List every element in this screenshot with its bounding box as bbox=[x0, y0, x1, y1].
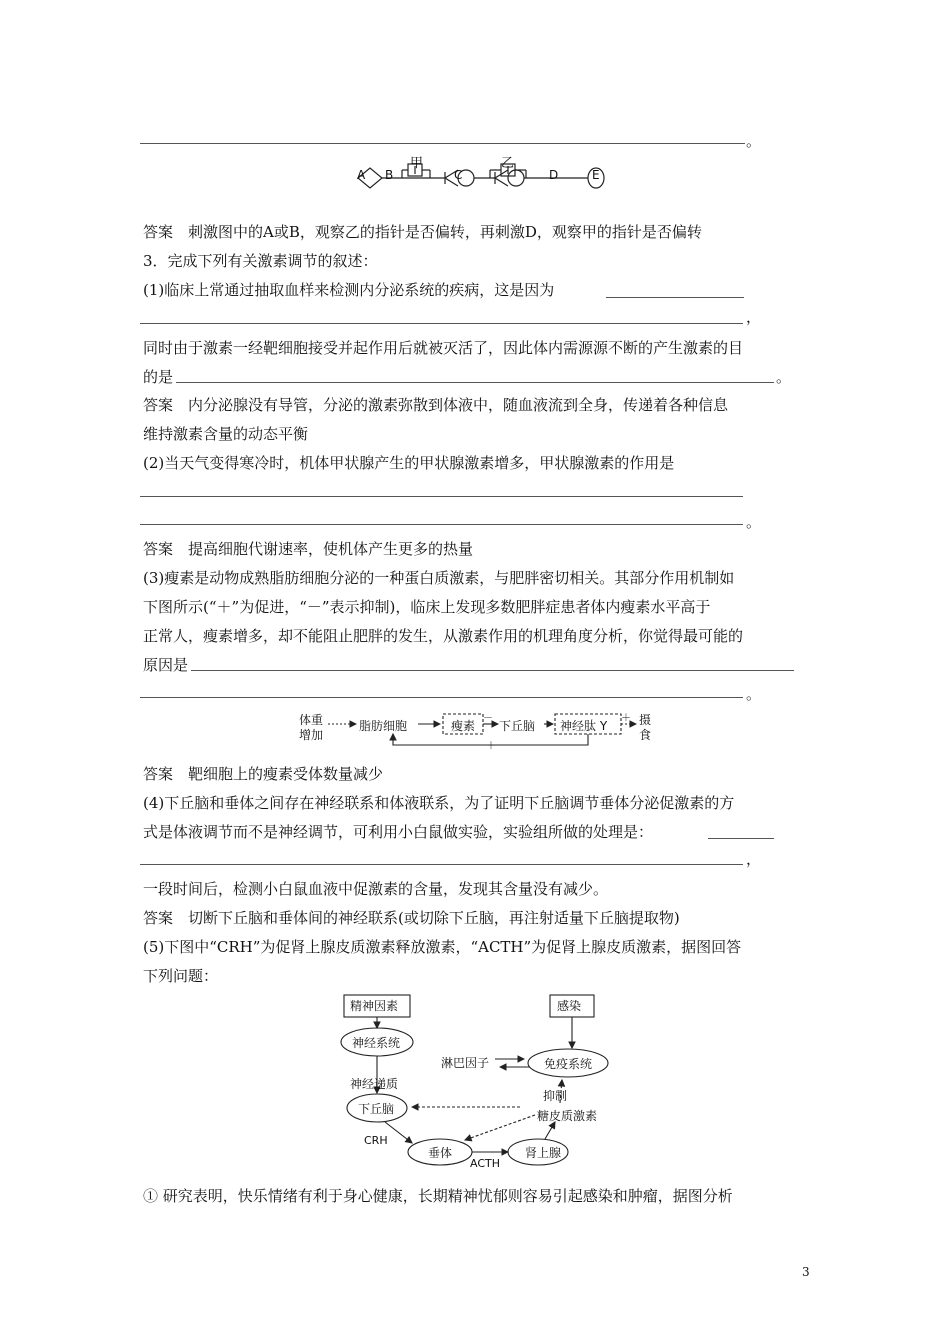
period-mark: 。 bbox=[746, 513, 762, 531]
comma-mark: ， bbox=[746, 850, 762, 868]
hpa-immune: 免疫系统 bbox=[544, 1057, 593, 1071]
q3-4-question-cont: 式是体液调节而不是神经调节，可利用小白鼠做实验，实验组所做的处理是： bbox=[143, 823, 654, 841]
period-mark: 。 bbox=[776, 368, 792, 386]
hpa-nervous: 神经系统 bbox=[352, 1036, 401, 1050]
hpa-inhibit: 抑制 bbox=[543, 1089, 568, 1103]
period-mark: 。 bbox=[746, 132, 762, 150]
hpa-acth: ACTH bbox=[470, 1157, 501, 1170]
leptin-neuropeptide: 神经肽 Y bbox=[560, 719, 608, 733]
q3-1-question: (1)临床上常通过抽取血样来检测内分泌系统的疾病，这是因为 bbox=[143, 281, 555, 299]
diagram-label-jia: 甲 bbox=[410, 156, 424, 171]
q3-1-blank-c[interactable] bbox=[176, 382, 774, 383]
q3-3-question: (3)瘦素是动物成熟脂肪细胞分泌的一种蛋白质激素，与肥胖密切相关。其部分作用机制如 bbox=[143, 569, 735, 587]
leptin-minus: － bbox=[483, 713, 493, 724]
q3-3-blank-a[interactable] bbox=[191, 670, 794, 671]
q3-5-sub1: ① 研究表明，快乐情绪有利于身心健康，长期精神忧郁则容易引起感染和肿瘤，据图分析 bbox=[143, 1187, 733, 1205]
q3-3-question-cont: 下图所示(“＋”为促进，“－”表示抑制)，临床上发现多数肥胖症患者体内瘦素水平高于 bbox=[143, 598, 711, 616]
q3-1-answer: 答案 内分泌腺没有导管，分泌的激素弥散到体液中，随血液流到全身，传递着各种信息 bbox=[143, 396, 729, 414]
q3-1-question-end: 的是 bbox=[143, 368, 174, 386]
q3-3-blank-b[interactable] bbox=[140, 697, 743, 698]
q3-4-blank-b[interactable] bbox=[140, 864, 743, 865]
leptin-eat-2: 食 bbox=[639, 728, 652, 742]
leptin-plus: ＋ bbox=[621, 713, 631, 724]
page-number: 3 bbox=[802, 1265, 810, 1279]
q3-1-answer-cont: 维持激素含量的动态平衡 bbox=[143, 425, 309, 443]
q3-4-answer: 答案 切断下丘脑和垂体间的神经联系(或切除下丘脑，再注射适量下丘脑提取物) bbox=[143, 909, 680, 927]
q3-1-question-cont: 同时由于激素一经靶细胞接受并起作用后就被灭活了，因此体内需源源不断的产生激素的目 bbox=[143, 339, 744, 357]
hpa-lymphokine: 淋巴因子 bbox=[441, 1056, 490, 1070]
diagram-label-b: B bbox=[385, 168, 394, 182]
q3-4-blank-a[interactable] bbox=[708, 838, 774, 839]
q3-3-question-end: 原因是 bbox=[143, 656, 189, 674]
hpa-neurotransmitter: 神经递质 bbox=[350, 1077, 399, 1091]
diagram-label-a: A bbox=[357, 168, 366, 182]
leptin-fat-cell: 脂肪细胞 bbox=[359, 719, 408, 733]
diagram-label-e: E bbox=[592, 168, 600, 182]
q2-answer: 答案 刺激图中的A或B，观察乙的指针是否偏转，再刺激D，观察甲的指针是否偏转 bbox=[143, 223, 702, 241]
leptin-weight-1: 体重 bbox=[299, 713, 324, 727]
q3-3-answer: 答案 靶细胞上的瘦素受体数量减少 bbox=[143, 765, 384, 783]
q3-1-blank-a[interactable] bbox=[606, 297, 744, 298]
q3-2-blank-a[interactable] bbox=[140, 496, 743, 497]
leptin-label: 瘦素 bbox=[451, 719, 476, 733]
comma-mark: ， bbox=[746, 308, 762, 326]
q3-4-question-end: 一段时间后，检测小白鼠血液中促激素的含量，发现其含量没有减少。 bbox=[143, 880, 609, 898]
hpa-crh: CRH bbox=[364, 1134, 388, 1147]
hpa-infection: 感染 bbox=[557, 999, 582, 1013]
hpa-mental: 精神因素 bbox=[350, 999, 399, 1013]
diagram-label-d: D bbox=[549, 168, 559, 182]
hpa-glucocorticoid: 糖皮质激素 bbox=[537, 1109, 598, 1123]
hpa-adrenal: 肾上腺 bbox=[525, 1146, 562, 1160]
leptin-weight-2: 增加 bbox=[299, 728, 324, 742]
diagram-label-c: C bbox=[454, 168, 463, 182]
q3-2-blank-b[interactable] bbox=[140, 524, 743, 525]
leptin-feedback-plus: ＋ bbox=[486, 741, 496, 752]
q3-4-question: (4)下丘脑和垂体之间存在神经联系和体液联系，为了证明下丘脑调节垂体分泌促激素的方 bbox=[143, 794, 735, 812]
q3-3-question-cont2: 正常人，瘦素增多，却不能阻止肥胖的发生，从激素作用的机理角度分析，你觉得最可能的 bbox=[143, 627, 744, 645]
answer-blank-line[interactable] bbox=[140, 143, 745, 144]
q3-5-question-cont: 下列问题： bbox=[143, 967, 219, 985]
q3-2-answer: 答案 提高细胞代谢速率，使机体产生更多的热量 bbox=[143, 540, 474, 558]
q3-2-question: (2)当天气变得寒冷时，机体甲状腺产生的甲状腺激素增多，甲状腺激素的作用是 bbox=[143, 454, 675, 472]
leptin-hypothalamus: 下丘脑 bbox=[499, 719, 536, 733]
leptin-eat-1: 摄 bbox=[639, 713, 652, 727]
period-mark: 。 bbox=[746, 685, 762, 703]
q3-5-question: (5)下图中“CRH”为促肾上腺皮质激素释放激素，“ACTH”为促肾上腺皮质激素，据图回答 bbox=[143, 938, 742, 956]
diagram-label-yi: 乙 bbox=[501, 156, 515, 171]
hpa-hypothalamus: 下丘脑 bbox=[358, 1102, 395, 1116]
q3-title: 3．完成下列有关激素调节的叙述： bbox=[143, 252, 378, 270]
q3-1-blank-b[interactable] bbox=[140, 323, 743, 324]
hpa-pituitary: 垂体 bbox=[428, 1146, 453, 1160]
nerve-fiber-diagram bbox=[340, 150, 620, 206]
